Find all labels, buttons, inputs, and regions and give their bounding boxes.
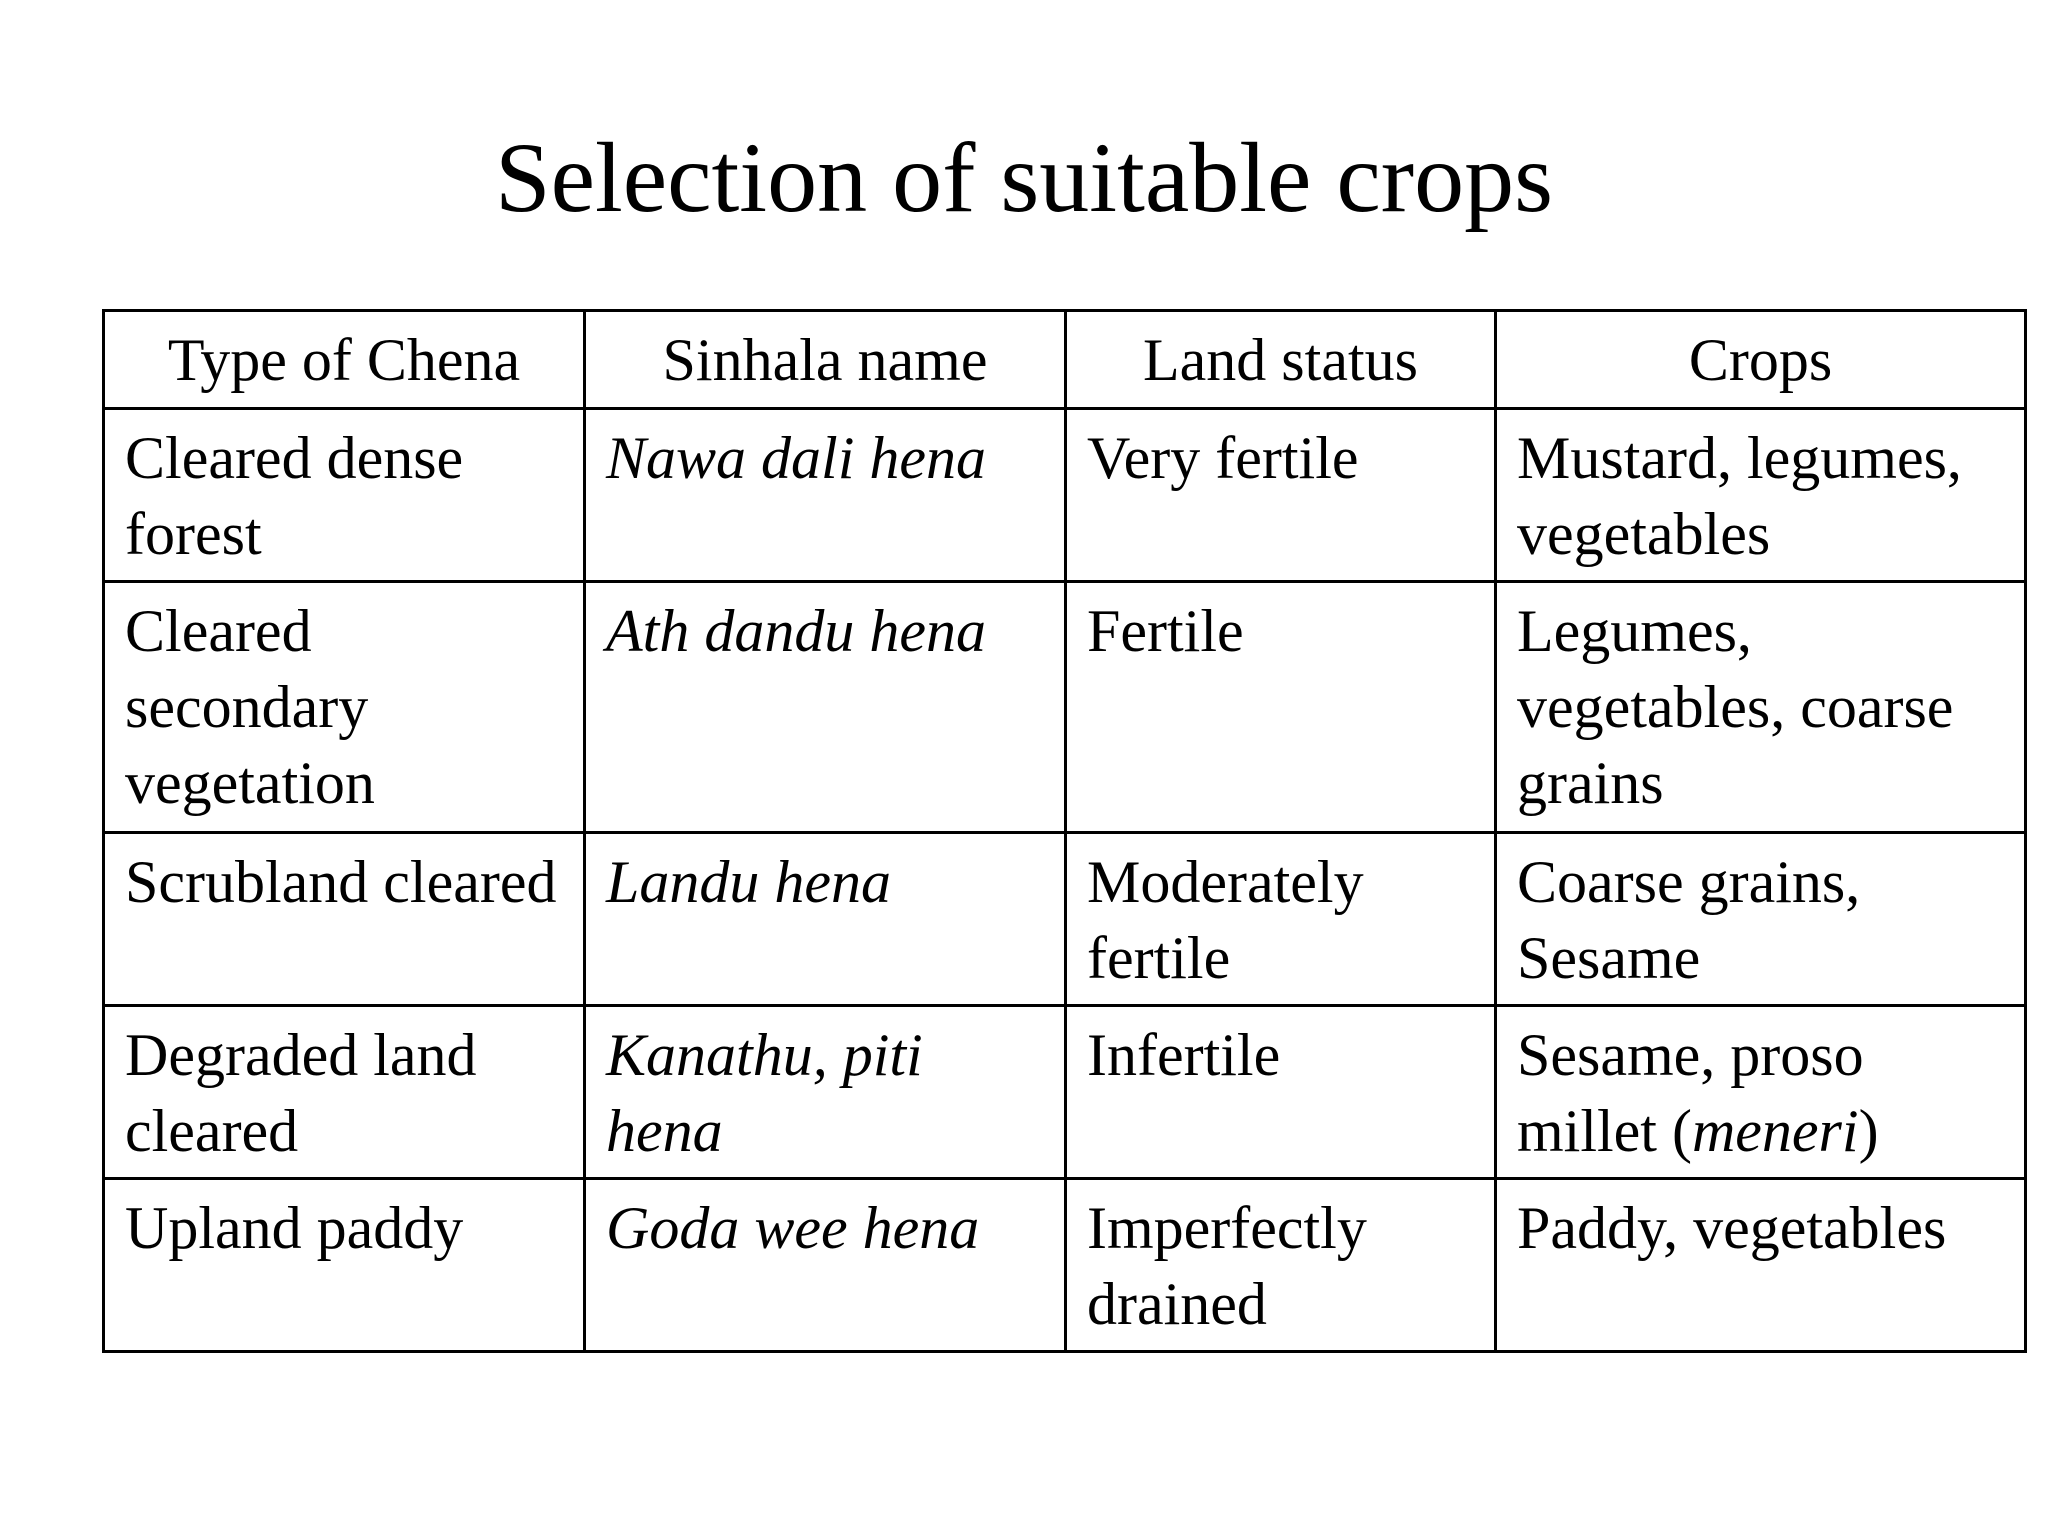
cell-sinhala-name: Kanathu, piti hena: [585, 1006, 1066, 1179]
cell-type: Degraded land cleared: [104, 1006, 585, 1179]
cell-land-status: Moderately fertile: [1066, 833, 1496, 1006]
header-crops: Crops: [1496, 311, 2026, 409]
cell-sinhala-name: Landu hena: [585, 833, 1066, 1006]
cell-land-status: Imperfectly drained: [1066, 1179, 1496, 1352]
cell-type: Scrubland cleared: [104, 833, 585, 1006]
cell-sinhala-name: Nawa dali hena: [585, 409, 1066, 582]
table-row: [104, 582, 2026, 833]
table-row: [104, 1006, 2026, 1179]
cell-crops: Legumes, vegetables, coarse grains: [1496, 582, 2026, 833]
cell-crops: Coarse grains, Sesame: [1496, 833, 2026, 1006]
table-row: [104, 1179, 2026, 1352]
cell-sinhala-name: Ath dandu hena: [585, 582, 1066, 833]
cell-land-status: Infertile: [1066, 1006, 1496, 1179]
crops-text: Sesame, proso millet (: [1517, 1022, 1864, 1164]
cell-sinhala-name: Goda wee hena: [585, 1179, 1066, 1352]
table-row: [104, 833, 2026, 1006]
crops-italic-text: meneri: [1691, 1098, 1859, 1164]
slide-title: Selection of suitable crops: [494, 122, 1554, 233]
cell-crops: [1496, 1006, 2026, 1179]
cell-crops: Paddy, vegetables: [1496, 1179, 2026, 1352]
cell-crops: Mustard, legumes, vegetables: [1496, 409, 2026, 582]
cell-land-status: Fertile: [1066, 582, 1496, 833]
table-header-row: [104, 311, 2026, 409]
cell-type: Upland paddy: [104, 1179, 585, 1352]
header-sinhala-name: Sinhala name: [585, 311, 1066, 409]
header-type-of-chena: Type of Chena: [104, 311, 585, 409]
crops-text-suffix: ): [1858, 1098, 1879, 1164]
cell-type: Cleared dense forest: [104, 409, 585, 582]
table-row: [104, 409, 2026, 582]
cell-type: Cleared secondary vegetation: [104, 582, 585, 833]
cell-land-status: Very fertile: [1066, 409, 1496, 582]
crop-table: [102, 309, 2027, 1353]
header-land-status: Land status: [1066, 311, 1496, 409]
